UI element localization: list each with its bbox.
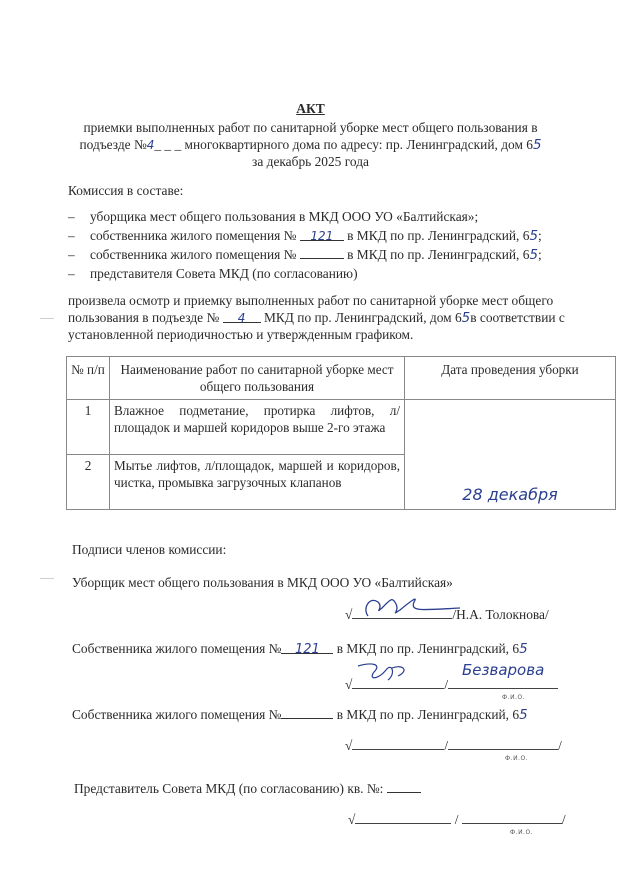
owner-2-row [72,706,528,724]
cleaner-name: /Н.А. Толокнова/ [452,607,549,622]
inspection-end: в соответствии с [470,310,565,325]
council-name-line [462,811,562,824]
row-work-name: Мытье лифтов, л/площадок, маршей и коридоров, чистка, промывка загрузочных клапанов [110,455,405,510]
punctuation: ; [537,247,542,262]
fio-caption: Ф.И.О. [502,694,526,701]
inspection-line-1: произвела осмотр и приемку выполненных работ по санитарной уборке мест общего [68,293,554,308]
commission-member-owner-2 [68,246,542,264]
punctuation: ; [537,228,542,243]
row-work-name: Влажное подметание, протирка лифтов, л/площадок и маршей коридоров выше 2-го этажа [110,400,405,455]
council-row [74,780,421,797]
owner-1-row [72,640,528,658]
owner-1-apartment-handwritten: 121 [281,641,333,654]
owner-2-name-line [448,737,558,750]
cleaner-signature-line [352,606,452,619]
apartment-number-blank [300,246,344,259]
inspection-suffix: МКД по пр. Ленинградский, дом 6 [263,310,462,325]
member-suffix: в МКД по пр. Ленинградский, 6 [347,228,530,243]
fio-caption: Ф.И.О. [505,755,529,762]
house-number-handwritten: 5 [529,229,538,244]
house-number-handwritten: 5 [529,248,538,263]
council-signature-line [355,811,451,824]
date-cell [405,400,616,510]
entrance-number-handwritten: 4 [146,138,155,152]
council-label: Представитель Совета МКД (по согласованию) кв. №: [74,781,384,796]
row-number: 1 [67,400,110,455]
apartment-number-handwritten: 121 [300,228,344,241]
owner-2-prefix: Собственника жилого помещения № [72,707,282,722]
subtitle-period: за декабрь 2025 года [252,154,369,169]
member-text: уборщика мест общего пользования в МКД ООО УО «Балтийская»; [90,209,479,224]
commission-member-council [68,265,358,282]
commission-heading: Комиссия в составе: [68,183,184,198]
subtitle-line-1: приемки выполненных работ по санитарной уборке мест общего пользования в [83,120,538,135]
owner-1-signature-row [345,676,558,693]
entrance-blank: _ _ _ [154,137,185,152]
owner-2-suffix: в МКД по пр. Ленинградский, 6 [336,707,520,722]
cleaner-signature-row [345,606,549,623]
owner-2-signature-line [352,737,444,750]
member-prefix: собственника жилого помещения № [90,247,297,262]
commission-member-owner-1 [68,227,542,245]
inspection-line-2 [68,309,565,327]
member-suffix: в МКД по пр. Ленинградский, 6 [347,247,530,262]
document-title: АКТ [296,101,325,116]
slash: / [561,812,566,827]
house-number-handwritten: 5 [461,311,471,326]
house-number-handwritten: 5 [519,708,528,723]
list-dash: – [68,247,75,262]
member-prefix: собственника жилого помещения № [90,228,297,243]
house-number-handwritten: 5 [519,642,528,657]
inspection-prefix: пользования в подъезде № [68,310,220,325]
slash: / [558,738,562,753]
table-row [67,400,616,455]
check-mark: √ [345,677,353,692]
council-apartment-blank [387,780,421,793]
owner-1-prefix: Собственника жилого помещения № [72,641,282,656]
entrance-number-handwritten: 4 [223,310,261,323]
header-number: № п/п [67,357,110,400]
date-handwritten: 28 декабря [462,485,558,504]
commission-member-cleaner [68,208,478,225]
list-dash: – [68,209,75,224]
fio-caption: Ф.И.О. [510,829,534,836]
check-mark: √ [345,607,353,622]
table-header-row [67,357,616,400]
owner-1-name-handwritten: Безварова [462,661,545,679]
check-mark: √ [348,812,356,827]
owner-1-signature-line [352,676,444,689]
list-dash: – [68,266,75,281]
owner-1-suffix: в МКД по пр. Ленинградский, 6 [336,641,520,656]
cleaner-label: Уборщик мест общего пользования в МКД ООО УО «Балтийская» [72,575,453,590]
header-work-name: Наименование работ по санитарной уборке мест общего пользования [110,357,405,400]
header-date: Дата проведения уборки [405,357,616,400]
subtitle-prefix: подъезде № [79,137,147,152]
subtitle-suffix: многоквартирного дома по адресу: пр. Ленинградский, дом 6 [184,137,533,152]
signatures-heading: Подписи членов комиссии: [72,542,227,557]
owner-2-signature-row [345,737,562,754]
house-number-handwritten: 5 [532,138,542,153]
subtitle-line-2 [0,136,621,154]
member-text: представителя Совета МКД (по согласованию) [90,266,358,281]
council-signature-row [348,811,566,828]
check-mark: √ [345,738,353,753]
scan-mark [40,578,54,579]
owner-1-name-line [448,676,558,689]
owner-2-apartment-blank [281,706,333,719]
list-dash: – [68,228,75,243]
inspection-line-3: установленной периодичностью и утвержденным графиком. [68,327,414,342]
works-table [66,356,616,510]
slash: / [444,738,449,753]
scan-mark [40,318,54,319]
slash: / [454,812,459,827]
slash: / [444,677,449,692]
row-number: 2 [67,455,110,510]
